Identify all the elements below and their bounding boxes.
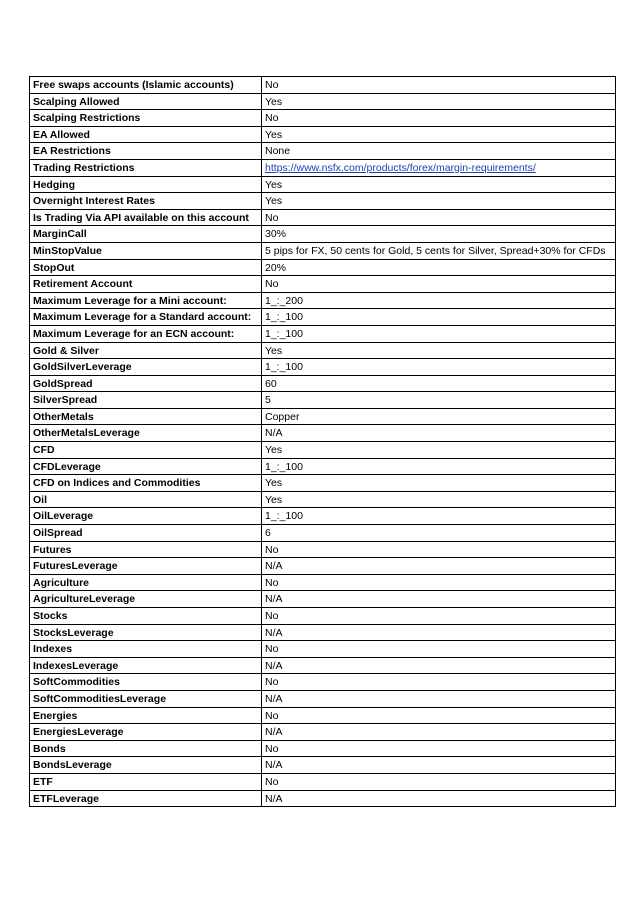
row-value: 5	[262, 392, 616, 409]
table-row	[30, 309, 616, 326]
row-value: No	[262, 110, 616, 127]
row-value: No	[262, 77, 616, 94]
table-row	[30, 541, 616, 558]
row-label: GoldSpread	[30, 375, 262, 392]
row-value: N/A	[262, 657, 616, 674]
row-value: N/A	[262, 558, 616, 575]
row-value: Yes	[262, 342, 616, 359]
row-value: Yes	[262, 93, 616, 110]
row-label: Bonds	[30, 740, 262, 757]
row-label: Energies	[30, 707, 262, 724]
row-label: Is Trading Via API available on this account	[30, 209, 262, 226]
row-value: Yes	[262, 442, 616, 459]
table-body	[30, 77, 616, 807]
row-value: N/A	[262, 757, 616, 774]
table-row	[30, 475, 616, 492]
row-value: 1_:_100	[262, 359, 616, 376]
row-value: 5 pips for FX, 50 cents for Gold, 5 cents for Silver, Spread+30% for CFDs	[262, 242, 616, 259]
table-row	[30, 408, 616, 425]
row-value: Yes	[262, 491, 616, 508]
row-label: Maximum Leverage for a Mini account:	[30, 292, 262, 309]
trading-restrictions-link[interactable]: https://www.nsfx.com/products/forex/margin-requirements/	[265, 161, 536, 174]
row-label: Maximum Leverage for an ECN account:	[30, 325, 262, 342]
table-row	[30, 773, 616, 790]
table-row	[30, 342, 616, 359]
table-row	[30, 608, 616, 625]
row-value: Yes	[262, 193, 616, 210]
row-value: Copper	[262, 408, 616, 425]
table-row	[30, 491, 616, 508]
row-label: ETF	[30, 773, 262, 790]
row-label: Scalping Allowed	[30, 93, 262, 110]
table-row	[30, 674, 616, 691]
row-label: Oil	[30, 491, 262, 508]
row-value: No	[262, 740, 616, 757]
row-label: CFD	[30, 442, 262, 459]
row-value: 30%	[262, 226, 616, 243]
row-value	[262, 159, 616, 176]
row-value: 20%	[262, 259, 616, 276]
row-value: 6	[262, 525, 616, 542]
table-row	[30, 77, 616, 94]
row-label: OilSpread	[30, 525, 262, 542]
row-label: Gold & Silver	[30, 342, 262, 359]
table-row	[30, 242, 616, 259]
row-value: N/A	[262, 425, 616, 442]
row-label: EnergiesLeverage	[30, 724, 262, 741]
row-value: No	[262, 641, 616, 658]
table-row	[30, 292, 616, 309]
row-value: 60	[262, 375, 616, 392]
row-label: Indexes	[30, 641, 262, 658]
row-label: OtherMetals	[30, 408, 262, 425]
table-row	[30, 226, 616, 243]
row-value: No	[262, 574, 616, 591]
table-row	[30, 707, 616, 724]
row-label: Stocks	[30, 608, 262, 625]
table-row	[30, 442, 616, 459]
row-label: Overnight Interest Rates	[30, 193, 262, 210]
row-label: BondsLeverage	[30, 757, 262, 774]
table-row	[30, 724, 616, 741]
row-label: Scalping Restrictions	[30, 110, 262, 127]
row-value: N/A	[262, 690, 616, 707]
row-label: CFD on Indices and Commodities	[30, 475, 262, 492]
table-row	[30, 525, 616, 542]
row-label: Trading Restrictions	[30, 159, 262, 176]
row-value: Yes	[262, 126, 616, 143]
table-row	[30, 508, 616, 525]
table-row	[30, 159, 616, 176]
row-label: OilLeverage	[30, 508, 262, 525]
table-row	[30, 392, 616, 409]
row-value: N/A	[262, 591, 616, 608]
row-label: Agriculture	[30, 574, 262, 591]
row-label: OtherMetalsLeverage	[30, 425, 262, 442]
row-label: ETFLeverage	[30, 790, 262, 807]
table-row	[30, 110, 616, 127]
table-row	[30, 624, 616, 641]
row-value: 1_:_100	[262, 325, 616, 342]
table-row	[30, 93, 616, 110]
table-row	[30, 591, 616, 608]
row-label: StopOut	[30, 259, 262, 276]
row-label: Free swaps accounts (Islamic accounts)	[30, 77, 262, 94]
table-row	[30, 325, 616, 342]
row-value: No	[262, 773, 616, 790]
row-label: CFDLeverage	[30, 458, 262, 475]
table-row	[30, 558, 616, 575]
table-row	[30, 143, 616, 160]
row-value: No	[262, 209, 616, 226]
row-value: Yes	[262, 176, 616, 193]
row-label: AgricultureLeverage	[30, 591, 262, 608]
table-row	[30, 193, 616, 210]
row-value: No	[262, 541, 616, 558]
table-row	[30, 458, 616, 475]
table-row	[30, 740, 616, 757]
table-row	[30, 574, 616, 591]
table-row	[30, 176, 616, 193]
account-specs-table	[29, 76, 616, 807]
table-row	[30, 790, 616, 807]
row-label: GoldSilverLeverage	[30, 359, 262, 376]
row-value: N/A	[262, 624, 616, 641]
row-label: FuturesLeverage	[30, 558, 262, 575]
table-row	[30, 359, 616, 376]
row-label: SoftCommoditiesLeverage	[30, 690, 262, 707]
table-row	[30, 209, 616, 226]
table-row	[30, 425, 616, 442]
row-value: Yes	[262, 475, 616, 492]
table-row	[30, 690, 616, 707]
row-label: Futures	[30, 541, 262, 558]
row-label: SoftCommodities	[30, 674, 262, 691]
row-value: N/A	[262, 790, 616, 807]
table-row	[30, 375, 616, 392]
row-value: 1_:_100	[262, 458, 616, 475]
row-label: MarginCall	[30, 226, 262, 243]
row-label: EA Restrictions	[30, 143, 262, 160]
row-value: No	[262, 674, 616, 691]
table-row	[30, 259, 616, 276]
row-value: No	[262, 707, 616, 724]
table-row	[30, 641, 616, 658]
row-label: StocksLeverage	[30, 624, 262, 641]
row-value: N/A	[262, 724, 616, 741]
table-row	[30, 757, 616, 774]
row-label: Retirement Account	[30, 276, 262, 293]
row-value: 1_:_100	[262, 508, 616, 525]
row-value: 1_:_100	[262, 309, 616, 326]
row-value: No	[262, 608, 616, 625]
row-label: EA Allowed	[30, 126, 262, 143]
table-row	[30, 126, 616, 143]
row-label: IndexesLeverage	[30, 657, 262, 674]
row-label: Hedging	[30, 176, 262, 193]
row-label: Maximum Leverage for a Standard account:	[30, 309, 262, 326]
row-label: SilverSpread	[30, 392, 262, 409]
table-row	[30, 276, 616, 293]
row-label: MinStopValue	[30, 242, 262, 259]
row-value: None	[262, 143, 616, 160]
row-value: 1_:_200	[262, 292, 616, 309]
row-value: No	[262, 276, 616, 293]
table-row	[30, 657, 616, 674]
